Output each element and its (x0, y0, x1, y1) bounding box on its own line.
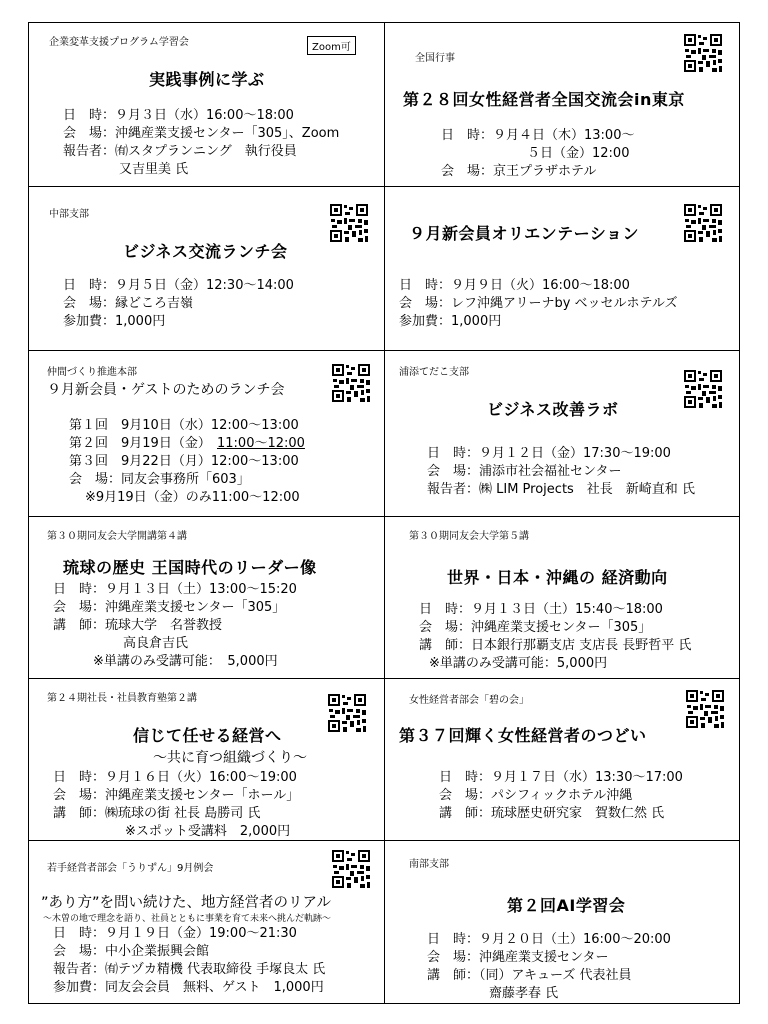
event-title: ９月新会員オリエンテーション (409, 224, 640, 243)
event-datetime-end: ５日（金）12:00 (527, 146, 630, 161)
qr-code-icon[interactable] (327, 693, 367, 733)
event-organizer: 第３０期同友会大学開講第４講 (47, 531, 187, 542)
event-datetime: 日 時：９月１７日（水）13:30～17:00 (439, 770, 683, 785)
event-title: 世界・日本・沖縄の 経済動向 (447, 568, 668, 587)
event-venue: 会 場：沖縄産業支援センター「ホール」 (53, 788, 300, 803)
event-fee: 参加費：同友会会員 無料、ゲスト 1,000円 (53, 980, 324, 995)
qr-code-icon[interactable] (683, 33, 723, 73)
event-venue: 会 場：中小企業振興会館 (53, 944, 210, 959)
event-reporter: 報告者：㈲スタプランニング 執行役員 (63, 144, 297, 159)
event-lecturer: 講 師：㈱琉球の街 社長 島勝司 氏 (53, 806, 261, 821)
event-title: 実践事例に学ぶ (149, 70, 265, 89)
event-card (29, 351, 385, 517)
event-title: ”あり方”を問い続けた、地方経営者のリアル (41, 895, 331, 911)
event-lecturer: 講 師：琉球歴史研究家 賀数仁然 氏 (439, 806, 665, 821)
event-note: ※単講のみ受講可能：5,000円 (429, 656, 608, 671)
event-datetime: 日 時：９月１２日（金）17:30～19:00 (427, 446, 671, 461)
event-title: 第２８回女性経営者全国交流会in東京 (403, 90, 685, 109)
event-datetime: 日 時：９月１９日（金）19:00～21:30 (53, 926, 297, 941)
event-title: ９月新会員・ゲストのためのランチ会 (47, 382, 285, 398)
event-organizer: 第２４期社長・社員教育塾第２講 (47, 693, 197, 704)
event-venue: 会 場：京王プラザホテル (441, 164, 597, 179)
event-organizer: 中部支部 (49, 209, 89, 220)
event-lecturer-name: 齋藤孝春 氏 (489, 986, 559, 1001)
event-venue: 会 場：縁どころ吉嶺 (63, 296, 194, 311)
event-card (29, 187, 385, 351)
event-venue: 会 場：沖縄産業支援センター「305」、Zoom (63, 126, 340, 141)
event-datetime: 日 時：９月３日（水）16:00～18:00 (63, 108, 294, 123)
event-datetime: 日 時：９月１３日（土）13:00～15:20 (53, 582, 297, 597)
event-note: ※単講のみ受講可能： 5,000円 (93, 654, 278, 669)
event-venue: 会 場：レフ沖縄アリーナby ベッセルホテルズ (399, 296, 678, 311)
event-subtitle: ～木曽の地で理念を語り、社員とともに事業を育て未来へ挑んだ軌跡～ (43, 914, 332, 924)
event-organizer: 浦添てだこ支部 (399, 367, 469, 378)
event-reporter-name: 又吉里美 氏 (119, 162, 189, 177)
event-card (29, 23, 385, 187)
event-datetime: 日 時：９月２０日（土）16:00～20:00 (427, 932, 671, 947)
session-2-time: 11:00～12:00 (217, 436, 305, 451)
event-title: ビジネス交流ランチ会 (123, 242, 288, 261)
event-lecturer-name: 高良倉吉氏 (123, 636, 189, 651)
qr-code-icon[interactable] (685, 689, 725, 729)
event-organizer: 南部支部 (409, 859, 449, 870)
session-2: 第２回 9月19日（金） (69, 436, 211, 451)
event-lecturer: 講 師：（同）アキューズ 代表社員 (427, 968, 632, 983)
event-datetime: 日 時：９月９日（火）16:00～18:00 (399, 278, 630, 293)
event-title: 第３７回輝く女性経営者のつどい (399, 726, 647, 745)
event-fee: 参加費：1,000円 (399, 314, 502, 329)
event-card (29, 679, 385, 841)
event-subtitle: ～共に育つ組織づくり～ (153, 750, 307, 766)
event-fee: 参加費：1,000円 (63, 314, 166, 329)
event-reporter: 報告者：㈱ LIM Projects 社長 新崎直和 氏 (427, 482, 695, 497)
event-note: ※スポット受講料 2,000円 (125, 824, 291, 839)
event-organizer: 女性経営者部会「碧の会」 (409, 695, 529, 706)
event-title: 第２回AI学習会 (507, 896, 626, 915)
event-card (385, 679, 739, 841)
event-organizer: 企業変革支援プログラム学習会 (49, 37, 189, 48)
event-card (385, 841, 739, 1003)
event-venue: 会 場：パシフィックホテル沖縄 (439, 788, 633, 803)
event-card (29, 841, 385, 1003)
event-card (385, 23, 739, 187)
qr-code-icon[interactable] (329, 203, 369, 243)
event-reporter: 報告者：㈲テヅカ精機 代表取締役 手塚良太 氏 (53, 962, 326, 977)
zoom-badge: Zoom可 (307, 36, 356, 55)
event-venue: 会 場：同友会事務所「603」 (69, 472, 250, 487)
event-title: ビジネス改善ラボ (487, 400, 619, 419)
event-card (385, 517, 739, 679)
qr-code-icon[interactable] (331, 849, 371, 889)
event-datetime: 日 時：９月４日（木）13:00～ (441, 128, 635, 143)
event-note: ※9月19日（金）のみ11:00～12:00 (85, 490, 300, 505)
event-datetime: 日 時：９月１３日（土）15:40～18:00 (419, 602, 663, 617)
qr-code-icon[interactable] (683, 203, 723, 243)
event-venue: 会 場：沖縄産業支援センター (427, 950, 609, 965)
event-venue: 会 場：沖縄産業支援センター「305」 (53, 600, 286, 615)
event-organizer: 第３０期同友会大学第５講 (409, 531, 529, 542)
event-grid (28, 22, 740, 1004)
qr-code-icon[interactable] (331, 363, 371, 403)
event-card (385, 351, 739, 517)
event-organizer: 仲間づくり推進本部 (47, 367, 137, 378)
event-lecturer: 講 師：日本銀行那覇支店 支店長 長野哲平 氏 (419, 638, 692, 653)
session-3: 第３回 9月22日（月）12:00～13:00 (69, 454, 299, 469)
event-datetime: 日 時：９月１６日（火）16:00～19:00 (53, 770, 297, 785)
event-datetime: 日 時：９月５日（金）12:30～14:00 (63, 278, 294, 293)
qr-code-icon[interactable] (683, 369, 723, 409)
event-organizer: 若手経営者部会「うりずん」9月例会 (47, 863, 214, 874)
event-venue: 会 場：浦添市社会福祉センター (427, 464, 622, 479)
event-organizer: 全国行事 (415, 53, 455, 64)
event-lecturer: 講 師：琉球大学 名誉教授 (53, 618, 223, 633)
session-1: 第１回 9月10日（水）12:00～13:00 (69, 418, 299, 433)
event-title: 信じて任せる経営へ (133, 726, 282, 745)
event-card (29, 517, 385, 679)
event-title: 琉球の歴史 王国時代のリーダー像 (63, 558, 317, 577)
event-venue: 会 場：沖縄産業支援センター「305」 (419, 620, 652, 635)
event-card (385, 187, 739, 351)
